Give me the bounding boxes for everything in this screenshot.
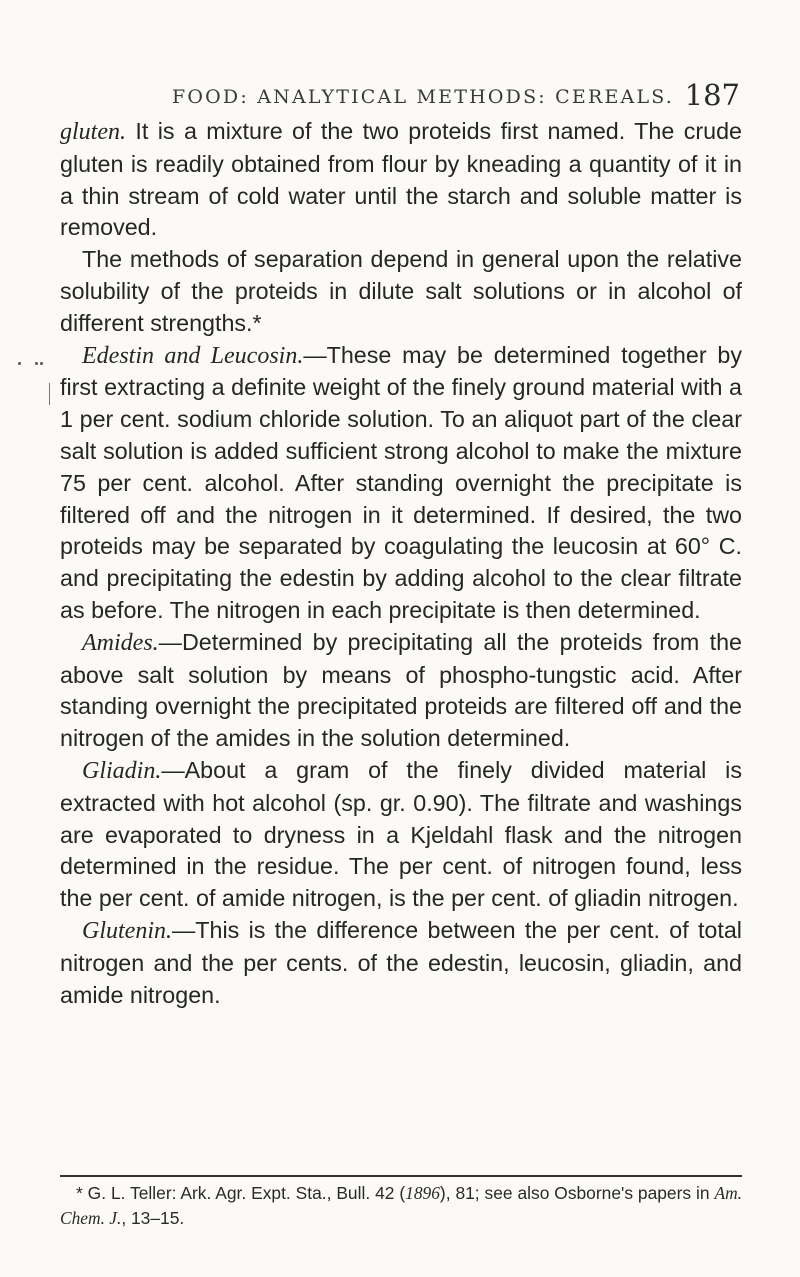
paragraph-text: —About a gram of the finely divided material is extracted with hot alcohol (sp. gr. 0.90). The filtrate and washings are evaporated to dryness in a Kjeldahl flask and the nitrogen determined in the residue. The per cent. of nitrogen found, less the per cent. of amide nitrogen, is the per cent. of gliadin nitrogen. [60,756,742,912]
footnote [60,1181,742,1231]
margin-dot [40,362,43,365]
body-text [60,116,742,1011]
footnote-journal: Am. Chem. J. [60,1183,742,1228]
paragraph-separation [60,244,742,339]
heading-glutenin: Glutenin. [82,917,172,944]
running-head [60,78,740,112]
footnote-year: 1896 [405,1183,440,1203]
paragraph-gluten [60,116,742,244]
margin-marks [18,355,58,475]
paragraph-edestin-leucosin [60,340,742,627]
footnote-rule [60,1175,742,1177]
term-gluten: gluten. [60,119,126,145]
paragraph-text: —Determined by precipitating all the proteids from the above salt solution by means of phospho-tungstic acid. After standing overnight the precipitated proteids are filtered off and the nitrogen of the amides in the solution determined. [60,628,742,752]
margin-dot [35,362,38,365]
running-head-title: FOOD: ANALYTICAL METHODS: CEREALS. [172,86,675,108]
paragraph-gliadin [60,755,742,915]
footnote-lead: * G. L. Teller: Ark. Agr. Expt. Sta., Bull. 42 ( [76,1183,406,1203]
footnote-tail: , 13–15. [121,1208,185,1228]
paragraph-text: The methods of separation depend in general upon the relative solubility of the proteids in dilute salt solutions or in alcohol of different strengths.* [60,246,742,336]
footnote-mid: ), 81; see also Osborne's papers in [439,1183,715,1203]
paragraph-text: —This is the difference between the per cent. of total nitrogen and the per cents. of the edestin, leucosin, gliadin, and amide nitrogen. [60,916,742,1008]
page-number: 187 [684,78,740,112]
paragraph-text: —These may be determined together by first extracting a definite weight of the finely ground material with a 1 per cent. sodium chloride solution. To an aliquot part of the clear salt solution is added sufficient strong alcohol to make the mixture 75 per cent. alcohol. After standing overnight the precipitate is filtered off and the nitrogen in it determined. If desired, the two proteids may be separated by coagulating the leucosin at 60° C. and precipitating the edestin by adding alcohol to the clear filtrate as before. The nitrogen in each precipitate is then determined. [60,341,742,623]
paragraph-amides [60,627,742,755]
heading-amides: Amides. [82,629,159,656]
margin-stroke [49,383,50,405]
heading-gliadin: Gliadin. [82,757,162,784]
heading-edestin-leucosin: Edestin and Leucosin. [82,342,304,369]
paragraph-text: It is a mixture of the two proteids first named. The crude gluten is readily obtained from flour by kneading a quantity of it in a thin stream of cold water until the starch and soluble matter is removed. [60,118,742,241]
paragraph-glutenin [60,915,742,1011]
margin-dot [18,362,21,365]
